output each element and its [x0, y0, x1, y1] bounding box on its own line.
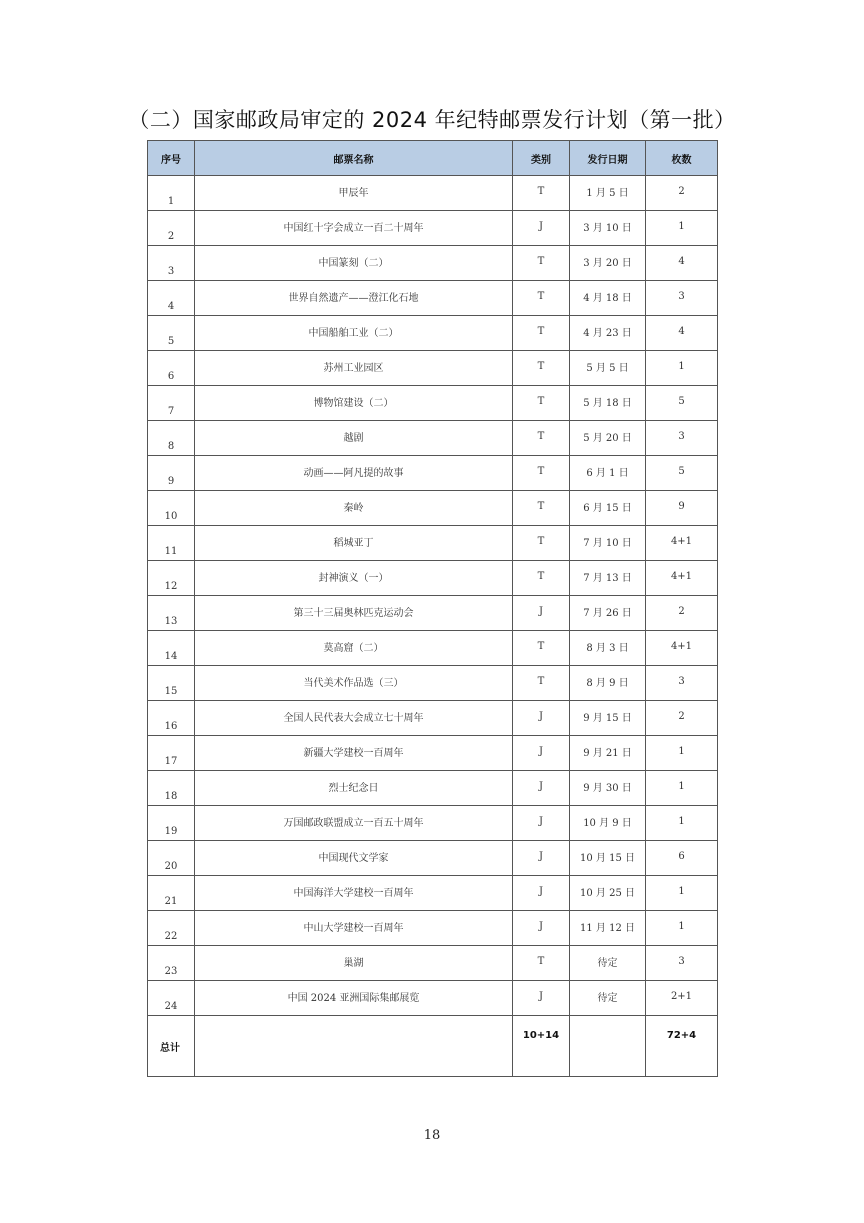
header-date: 发行日期: [570, 141, 646, 176]
row-category: T: [513, 491, 570, 526]
row-name: 巢湖: [195, 946, 513, 981]
table-row: [148, 456, 718, 491]
row-date: 7 月 10 日: [570, 526, 646, 561]
row-count: 4+1: [646, 526, 718, 561]
table-row: [148, 526, 718, 561]
row-count: 2+1: [646, 981, 718, 1016]
row-category: J: [513, 841, 570, 876]
row-category: T: [513, 246, 570, 281]
row-date: 4 月 18 日: [570, 281, 646, 316]
row-date: 3 月 20 日: [570, 246, 646, 281]
row-category: T: [513, 526, 570, 561]
row-category: J: [513, 911, 570, 946]
total-row: [148, 1016, 718, 1077]
stamp-issue-plan-table: [147, 140, 718, 1077]
row-date: 6 月 15 日: [570, 491, 646, 526]
table-row: [148, 561, 718, 596]
row-no: 9: [148, 456, 195, 491]
row-no: 6: [148, 351, 195, 386]
row-count: 1: [646, 771, 718, 806]
total-count: 72+4: [646, 1016, 718, 1077]
row-count: 4: [646, 246, 718, 281]
row-count: 1: [646, 911, 718, 946]
row-no: 16: [148, 701, 195, 736]
row-no: 17: [148, 736, 195, 771]
row-category: J: [513, 596, 570, 631]
table-row: [148, 841, 718, 876]
row-date: 8 月 3 日: [570, 631, 646, 666]
row-no: 18: [148, 771, 195, 806]
table-row: [148, 666, 718, 701]
row-name: 中国海洋大学建校一百周年: [195, 876, 513, 911]
total-label: 总计: [148, 1016, 195, 1077]
table-row: [148, 281, 718, 316]
table-row: [148, 211, 718, 246]
table-row: [148, 736, 718, 771]
row-date: 5 月 18 日: [570, 386, 646, 421]
table-header-row: [148, 141, 718, 176]
row-count: 3: [646, 281, 718, 316]
row-name: 烈士纪念日: [195, 771, 513, 806]
table-row: [148, 421, 718, 456]
row-no: 23: [148, 946, 195, 981]
row-name: 当代美术作品选（三）: [195, 666, 513, 701]
row-name: 中山大学建校一百周年: [195, 911, 513, 946]
table-row: [148, 491, 718, 526]
row-count: 3: [646, 946, 718, 981]
row-name: 万国邮政联盟成立一百五十周年: [195, 806, 513, 841]
row-no: 2: [148, 211, 195, 246]
table-row: [148, 176, 718, 211]
row-count: 2: [646, 596, 718, 631]
row-no: 22: [148, 911, 195, 946]
row-date: 9 月 21 日: [570, 736, 646, 771]
row-date: 5 月 20 日: [570, 421, 646, 456]
table-row: [148, 631, 718, 666]
row-category: T: [513, 456, 570, 491]
row-category: J: [513, 806, 570, 841]
row-name: 世界自然遗产——澄江化石地: [195, 281, 513, 316]
row-date: 9 月 30 日: [570, 771, 646, 806]
row-no: 1: [148, 176, 195, 211]
row-name: 中国红十字会成立一百二十周年: [195, 211, 513, 246]
row-count: 3: [646, 666, 718, 701]
row-no: 12: [148, 561, 195, 596]
table-row: [148, 246, 718, 281]
row-name: 博物馆建设（二）: [195, 386, 513, 421]
row-name: 动画——阿凡提的故事: [195, 456, 513, 491]
row-name: 中国 2024 亚洲国际集邮展览: [195, 981, 513, 1016]
row-category: T: [513, 316, 570, 351]
row-no: 11: [148, 526, 195, 561]
row-date: 4 月 23 日: [570, 316, 646, 351]
row-date: 待定: [570, 981, 646, 1016]
table-row: [148, 701, 718, 736]
row-category: T: [513, 666, 570, 701]
row-count: 6: [646, 841, 718, 876]
page-title: （二）国家邮政局审定的 2024 年纪特邮票发行计划（第一批）: [128, 108, 736, 132]
row-no: 15: [148, 666, 195, 701]
header-name: 邮票名称: [195, 141, 513, 176]
row-name: 秦岭: [195, 491, 513, 526]
table-row: [148, 981, 718, 1016]
row-date: 3 月 10 日: [570, 211, 646, 246]
row-no: 20: [148, 841, 195, 876]
row-category: J: [513, 736, 570, 771]
row-date: 10 月 15 日: [570, 841, 646, 876]
row-name: 越剧: [195, 421, 513, 456]
row-category: T: [513, 421, 570, 456]
table-row: [148, 946, 718, 981]
header-no: 序号: [148, 141, 195, 176]
total-category: 10+14: [513, 1016, 570, 1077]
table-row: [148, 316, 718, 351]
table-row: [148, 806, 718, 841]
table-row: [148, 386, 718, 421]
row-date: 待定: [570, 946, 646, 981]
row-count: 1: [646, 351, 718, 386]
row-date: 10 月 25 日: [570, 876, 646, 911]
row-name: 莫高窟（二）: [195, 631, 513, 666]
row-name: 中国篆刻（二）: [195, 246, 513, 281]
row-date: 1 月 5 日: [570, 176, 646, 211]
row-name: 甲辰年: [195, 176, 513, 211]
row-no: 3: [148, 246, 195, 281]
row-category: J: [513, 981, 570, 1016]
row-count: 4+1: [646, 631, 718, 666]
row-count: 4: [646, 316, 718, 351]
row-no: 7: [148, 386, 195, 421]
row-name: 中国现代文学家: [195, 841, 513, 876]
row-count: 3: [646, 421, 718, 456]
row-date: 5 月 5 日: [570, 351, 646, 386]
row-no: 13: [148, 596, 195, 631]
header-count: 枚数: [646, 141, 718, 176]
row-category: T: [513, 176, 570, 211]
row-count: 2: [646, 701, 718, 736]
row-count: 1: [646, 211, 718, 246]
row-no: 14: [148, 631, 195, 666]
row-name: 全国人民代表大会成立七十周年: [195, 701, 513, 736]
row-count: 4+1: [646, 561, 718, 596]
row-date: 10 月 9 日: [570, 806, 646, 841]
row-count: 1: [646, 876, 718, 911]
table-row: [148, 876, 718, 911]
row-category: J: [513, 876, 570, 911]
row-count: 1: [646, 806, 718, 841]
row-name: 苏州工业园区: [195, 351, 513, 386]
row-count: 9: [646, 491, 718, 526]
row-no: 10: [148, 491, 195, 526]
total-date-empty: [570, 1016, 646, 1077]
row-name: 第三十三届奥林匹克运动会: [195, 596, 513, 631]
row-count: 5: [646, 456, 718, 491]
table-row: [148, 596, 718, 631]
row-date: 11 月 12 日: [570, 911, 646, 946]
row-no: 19: [148, 806, 195, 841]
row-category: T: [513, 561, 570, 596]
row-date: 7 月 26 日: [570, 596, 646, 631]
table-row: [148, 911, 718, 946]
row-name: 新疆大学建校一百周年: [195, 736, 513, 771]
row-category: T: [513, 631, 570, 666]
row-category: J: [513, 211, 570, 246]
row-category: J: [513, 771, 570, 806]
row-name: 封神演义（一）: [195, 561, 513, 596]
row-category: T: [513, 281, 570, 316]
row-category: T: [513, 386, 570, 421]
table-row: [148, 771, 718, 806]
page-number: 18: [423, 1128, 441, 1143]
row-date: 6 月 1 日: [570, 456, 646, 491]
row-name: 稻城亚丁: [195, 526, 513, 561]
row-name: 中国船舶工业（二）: [195, 316, 513, 351]
row-no: 24: [148, 981, 195, 1016]
row-category: T: [513, 351, 570, 386]
row-count: 5: [646, 386, 718, 421]
row-count: 2: [646, 176, 718, 211]
row-no: 5: [148, 316, 195, 351]
row-date: 8 月 9 日: [570, 666, 646, 701]
header-category: 类别: [513, 141, 570, 176]
row-no: 21: [148, 876, 195, 911]
row-count: 1: [646, 736, 718, 771]
total-name-empty: [195, 1016, 513, 1077]
row-category: J: [513, 701, 570, 736]
row-no: 4: [148, 281, 195, 316]
row-category: T: [513, 946, 570, 981]
table-row: [148, 351, 718, 386]
row-date: 9 月 15 日: [570, 701, 646, 736]
row-date: 7 月 13 日: [570, 561, 646, 596]
row-no: 8: [148, 421, 195, 456]
